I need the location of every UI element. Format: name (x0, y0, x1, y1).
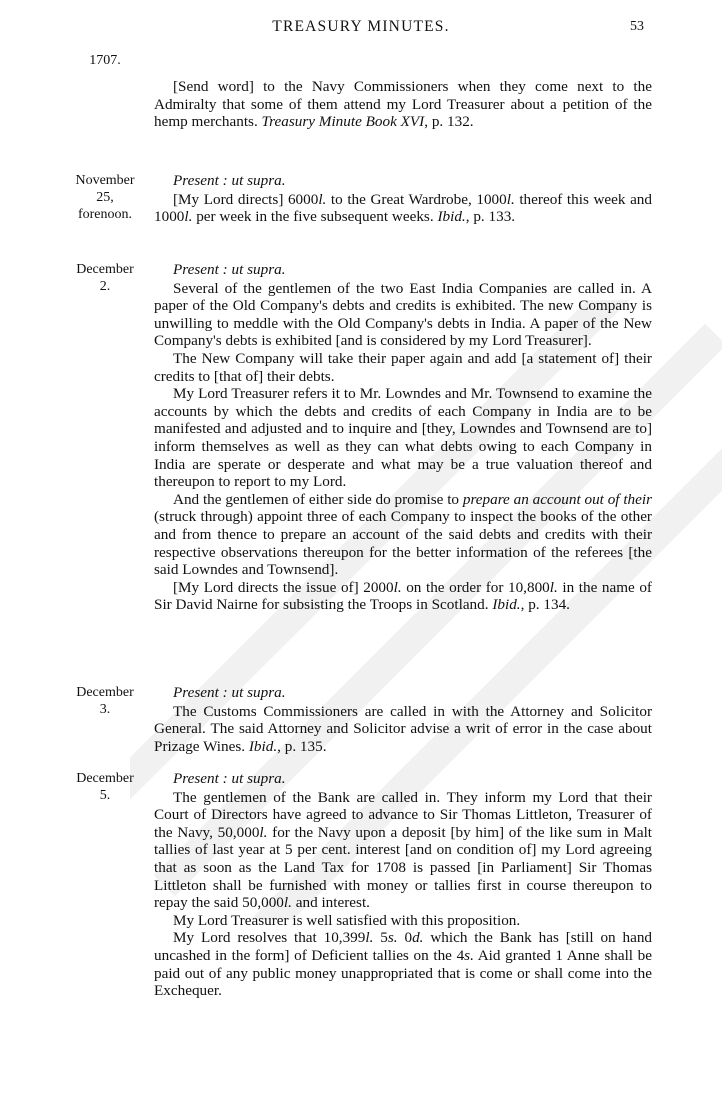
margin-date-line: 1707. (89, 53, 121, 68)
running-title: TREASURY MINUTES. (272, 18, 450, 35)
paragraph: [My Lord directs the issue of] 2000l. on the order for 10,800l. in the name of Sir David Nairne for subsisting the Troops in Scotland. Ibid., p. 134. (154, 578, 652, 614)
paragraph: My Lord Treasurer is well satisfied with this proposition. (173, 911, 521, 929)
paragraph: The New Company will take their paper again and add [a statement of] their credits to [that of] their debts. (154, 349, 652, 385)
margin-date (64, 770, 146, 804)
margin-date-line: December (76, 685, 134, 700)
present-line: Present : ut supra. (173, 770, 286, 787)
margin-date-line: 3. (99, 702, 111, 717)
margin-date (64, 261, 146, 295)
paragraph: The Customs Commissioners are called in with the Attorney and Solicitor General. The said Attorney and Solicitor advise a writ of error in the case about Prizage Wines. Ibid., p. 135. (154, 702, 652, 755)
paragraph: And the gentlemen of either side do promise to prepare an account out of their (struck through) appoint three of each Company to inspect the books of the other and from thence to prepare an account of the said debts and credits with their respective observations thereupon for the better information of the referees [the said Lowndes and Townsend]. (154, 490, 652, 579)
margin-date-line: 25, (96, 190, 114, 205)
margin-date (64, 52, 146, 69)
margin-date (64, 172, 146, 223)
margin-date-line: November (75, 173, 135, 188)
margin-date-line: 5. (99, 788, 111, 803)
present-line: Present : ut supra. (173, 684, 286, 701)
entry-body (154, 172, 652, 226)
paragraph: [Send word] to the Navy Commissioners when they come next to the Admiralty that some of them attend my Lord Treasurer about a petition of the hemp merchants. Treasury Minute Book XVI, p. 132. (154, 78, 652, 131)
paragraph: [My Lord directs] 6000l. to the Great Wardrobe, 1000l. thereof this week and 1000l. per week in the five subsequent weeks. Ibid., p. 133. (154, 190, 652, 226)
present-line: Present : ut supra. (173, 172, 286, 189)
paragraph: My Lord Treasurer refers it to Mr. Lowndes and Mr. Townsend to examine the accounts by which the debts and credits of each Company in India are to be manifested and adjusted and to inquire and [they, Lowndes and Townsend are to] inform themselves as well as they can what debts owing to each Company in India are sperate or desperate and what may be a true valuation thereof and thereupon to report to my Lord. (154, 385, 652, 491)
entry-body (154, 684, 652, 755)
paragraph: My Lord resolves that 10,399l. 5s. 0d. which the Bank has [still on hand uncashed in the form] of Deficient tallies on the 4s. Aid granted 1 Anne shall be paid out of any public money unappropriated that is come or shall come into the Exchequer. (154, 929, 653, 1000)
margin-date (64, 684, 146, 718)
margin-date-line: December (76, 771, 134, 786)
entry-body (154, 261, 652, 614)
entry-body (154, 770, 652, 1000)
entry-body (154, 78, 652, 131)
page-number: 53 (630, 19, 644, 34)
margin-date-line: December (76, 262, 134, 277)
margin-date-line: 2. (99, 279, 111, 294)
paragraph: The gentlemen of the Bank are called in. They inform my Lord that their Court of Directors have agreed to advance to Sir Thomas Littleton, Treasurer of the Navy, 50,000l. for the Navy upon a deposit [by him] of the like sum in Malt tallies of last year at 5 per cent. interest [and on condition of] my Lord agreeing that as soon as the Land Tax for 1708 is passed [in Parliament] Sir Thomas Littleton shall be furnished with money or tallies first in course thereupon to repay the said 50,000l. and interest. (154, 788, 653, 912)
margin-date-line: forenoon. (77, 207, 133, 222)
page-header (0, 18, 722, 40)
paragraph: Several of the gentlemen of the two East India Companies are called in. A paper of the Old Company's debts and credits is exhibited. The new Company is unwilling to meddle with the Old Company's debts in India. A paper of the New Company's debts is exhibited [and is considered by my Lord Treasurer]. (154, 279, 652, 350)
present-line: Present : ut supra. (173, 261, 286, 278)
